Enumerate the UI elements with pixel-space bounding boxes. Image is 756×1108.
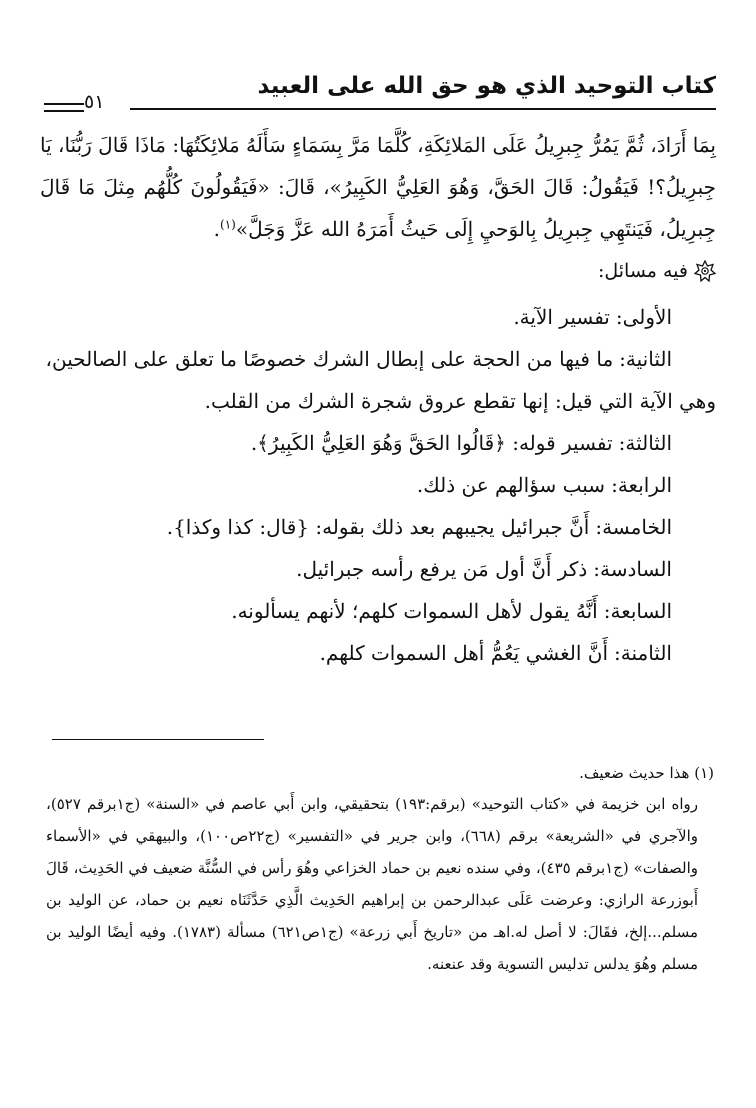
main-text bbox=[40, 124, 716, 674]
ornament-star-icon bbox=[694, 260, 716, 282]
page-number-dash bbox=[44, 103, 84, 105]
issue-item: الثالثة:تفسير قوله: ﴿قَالُوا الحَقَّ وَهُوَ العَلِيُّ الكَبِيرُ﴾. bbox=[250, 431, 672, 455]
page-number-dash bbox=[44, 110, 84, 112]
issue-item: الأولى:تفسير الآية. bbox=[513, 305, 672, 329]
header-rule bbox=[130, 108, 716, 110]
footnote-reference: (١) bbox=[220, 217, 236, 232]
issues-heading bbox=[40, 250, 716, 292]
issue-item: الرابعة:سبب سؤالهم عن ذلك. bbox=[416, 473, 672, 497]
issue-item: الثانية:ما فيها من الحجة على إبطال الشرك خصوصًا ما تعلق على الصالحين، bbox=[45, 347, 672, 371]
footnote bbox=[46, 758, 714, 980]
hadith-text: بِمَا أَرَادَ، ثُمَّ يَمُرُّ جِبرِيلُ عَلَى المَلائِكَةِ، كُلَّمَا مَرَّ بِسَمَاءٍ سَأَلَهُ مَلائِكَتُهَا: مَاذَا قَالَ رَبُّنَا، يَا جِبرِيلُ؟! فَيَقُولُ: قَالَ الحَقَّ، وَهُوَ العَلِيُّ الكَبِيرُ»، قَالَ: «فَيَقُولُونَ كُلُّهُم مِثلَ مَا قَالَ جِبرِيلُ، فَيَنتَهِي جِبرِيلُ بِالوَحيِ إِلَى حَيثُ أَمَرَهُ الله عَزَّ وَجَلَّ» bbox=[39, 133, 716, 241]
issue-item-continuation: وهي الآية التي قيل: إنها تقطع عروق شجرة الشرك من القلب. bbox=[204, 389, 716, 413]
hadith-end: . bbox=[213, 217, 221, 241]
issues-heading-text: فيه مسائل: bbox=[597, 260, 688, 282]
hadith-paragraph bbox=[40, 124, 716, 250]
issue-item: الخامسة:أَنَّ جبرائيل يجيبهم بعد ذلك بقوله: {قال: كذا وكذا}. bbox=[166, 515, 672, 539]
issue-item: السادسة:ذكر أَنَّ أول مَن يرفع رأسه جبرائيل. bbox=[296, 557, 672, 581]
issue-item: الثامنة:أَنَّ الغشي يَعُمُّ أهل السموات كلهم. bbox=[319, 641, 672, 665]
footnote-separator bbox=[52, 739, 264, 740]
issue-item: السابعة:أَنَّهُ يقول لأهل السموات كلهم؛ لأنهم يسألونه. bbox=[231, 599, 672, 623]
page-header bbox=[40, 70, 716, 120]
footnote-body: رواه ابن خزيمة في «كتاب التوحيد» (برقم:١٩٣) بتحقيقي، وابن أَبي عاصم في «السنة» (ج١برقم ٥٢٧)، والآجري في «الشريعة» برقم (٦٦٨)، وابن جرير في «التفسير» (ج٢٢ص١٠٠)، والبيهقي في «الأسماء والصفات» (ج١برقم ٤٣٥)، وفي سنده نعيم بن حماد الخزاعي وهُوَ رأس في السُّنَّة ضعيف في الحَدِيث، قَالَ أَبوزرعة الرازي: وعرضت عَلَى عبدالرحمن بن إبراهيم الحَدِيث الَّذِي حَدَّثَنَاه نعيم بن حماد، عن الوليد بن مسلم...إلخ، فقَالَ: لا أصل له.اهـ من «تاريخ أَبي زرعة» (ج١ص٦٢١) مسألة (١٧٨٣). وفيه أيضًا الوليد بن مسلم وهُوَ يدلس تدليس التسوية وقد عنعنه. bbox=[46, 795, 699, 973]
footnote-marker: (١) bbox=[694, 764, 714, 782]
footnote-heading bbox=[46, 758, 714, 788]
footnote-heading-text: هذا حديث ضعيف. bbox=[579, 764, 690, 782]
running-title: كتاب التوحيد الذي هو حق الله على العبيد bbox=[257, 73, 716, 99]
page-number: ٥١ bbox=[84, 91, 105, 113]
